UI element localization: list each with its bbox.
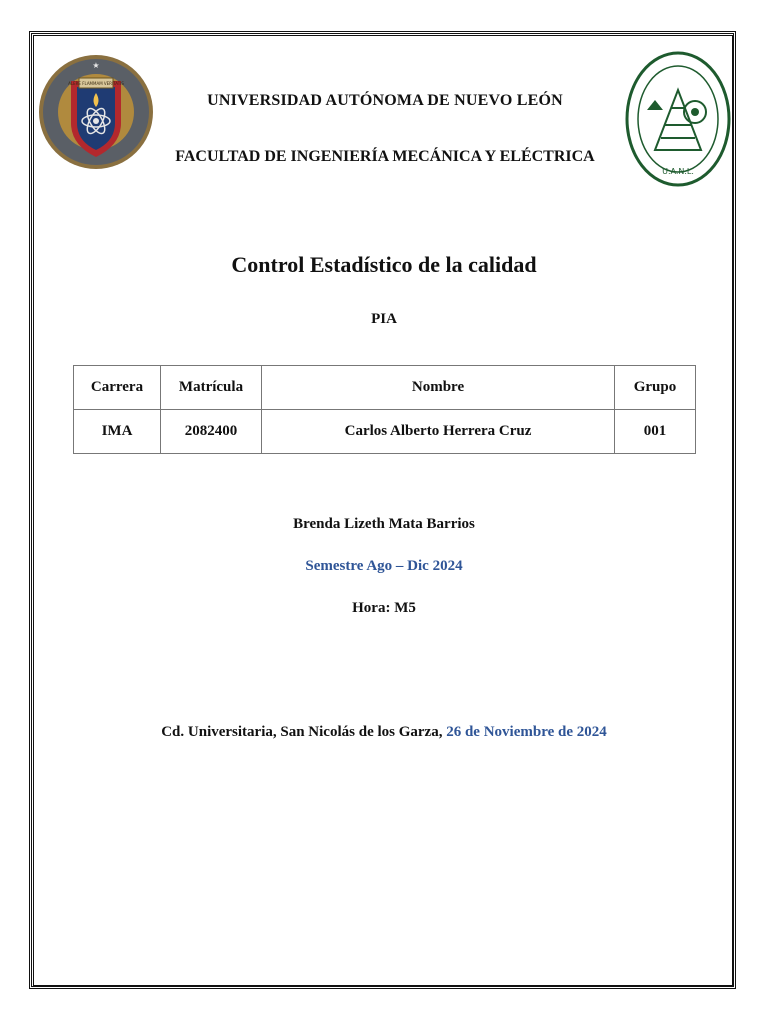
fime-seal-icon [625,50,731,188]
place-date-line [0,724,768,741]
teacher-name: Brenda Lizeth Mata Barrios [293,516,475,532]
hour-label: Hora: M5 [352,600,416,616]
table-header-cell: Carrera [74,366,161,410]
table-header-cell: Grupo [615,366,696,410]
table-row [74,410,696,454]
uanl-seal-icon [37,53,155,171]
svg-text:U.A.N.L.: U.A.N.L. [662,167,694,176]
student-info-table [73,365,696,454]
semester-label: Semestre Ago – Dic 2024 [305,558,463,574]
svg-text:★: ★ [92,61,100,70]
university-name: UNIVERSIDAD AUTÓNOMA DE NUEVO LEÓN [207,92,563,109]
table-cell-nombre: Carlos Alberto Herrera Cruz [262,410,615,454]
table-cell-grupo: 001 [615,410,696,454]
place-date: 26 de Noviembre de 2024 [446,724,607,740]
table-header-row [74,366,696,410]
svg-text:ALERE FLAMMAM VERITATIS: ALERE FLAMMAM VERITATIS [68,81,124,86]
document-title: Control Estadístico de la calidad [231,252,537,277]
place-location: Cd. Universitaria, San Nicolás de los Garza, [161,724,443,740]
table-cell-carrera: IMA [74,410,161,454]
table-header-cell: Matrícula [161,366,262,410]
faculty-name: FACULTAD DE INGENIERÍA MECÁNICA Y ELÉCTRICA [175,148,595,165]
table-header-cell: Nombre [262,366,615,410]
table-cell-matricula: 2082400 [161,410,262,454]
document-subtitle: PIA [371,311,397,327]
